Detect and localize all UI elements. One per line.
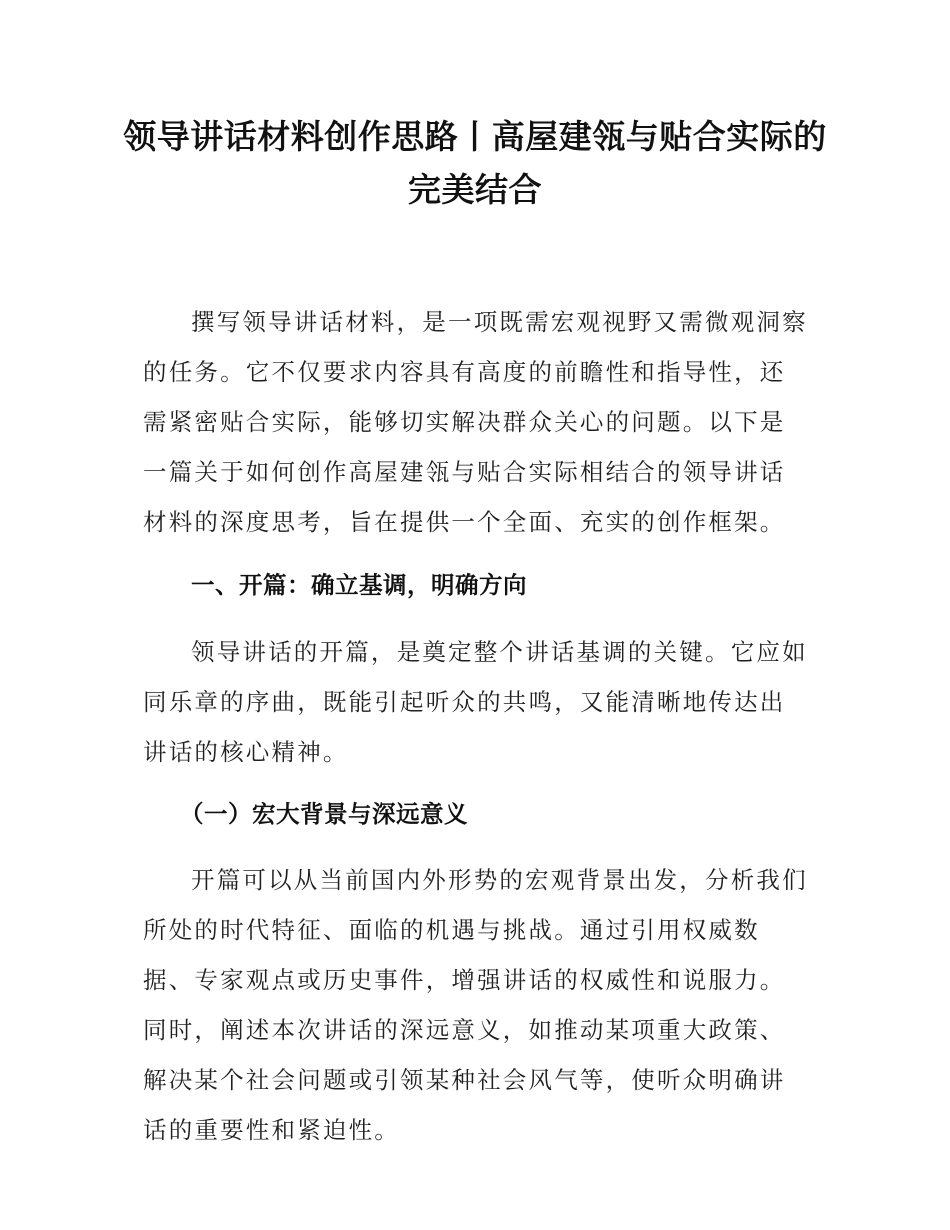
subsection-paragraph-background: 开篇可以从当前国内外形势的宏观背景出发，分析我们所处的时代特征、面临的机遇与挑战。通过引用权威数据、专家观点或历史事件，增强讲话的权威性和说服力。同时，阐述本次讲话的深远意义，如推动某项重大政策、解决某个社会问题或引领某种社会风气等，使听众明确讲话的重要性和紧迫性。 — [143, 866, 808, 1144]
intro-paragraph: 撰写领导讲话材料，是一项既需宏观视野又需微观洞察的任务。它不仅要求内容具有高度的前瞻性和指导性，还需紧密贴合实际，能够切实解决群众关心的问题。以下是一篇关于如何创作高屋建瓴与贴合实际相结合的领导讲话材料的深度思考，旨在提供一个全面、充实的创作框架。 — [143, 308, 808, 536]
subsection-heading-background: （一）宏大背景与深远意义 — [180, 800, 468, 828]
section-paragraph-opening: 领导讲话的开篇，是奠定整个讲话基调的关键。它应如同乐章的序曲，既能引起听众的共鸣，又能清晰地传达出讲话的核心精神。 — [143, 638, 808, 766]
document-title: 领导讲话材料创作思路丨高屋建瓴与贴合实际的完美结合 — [123, 117, 827, 209]
section-heading-opening: 一、开篇：确立基调，明确方向 — [191, 571, 527, 599]
